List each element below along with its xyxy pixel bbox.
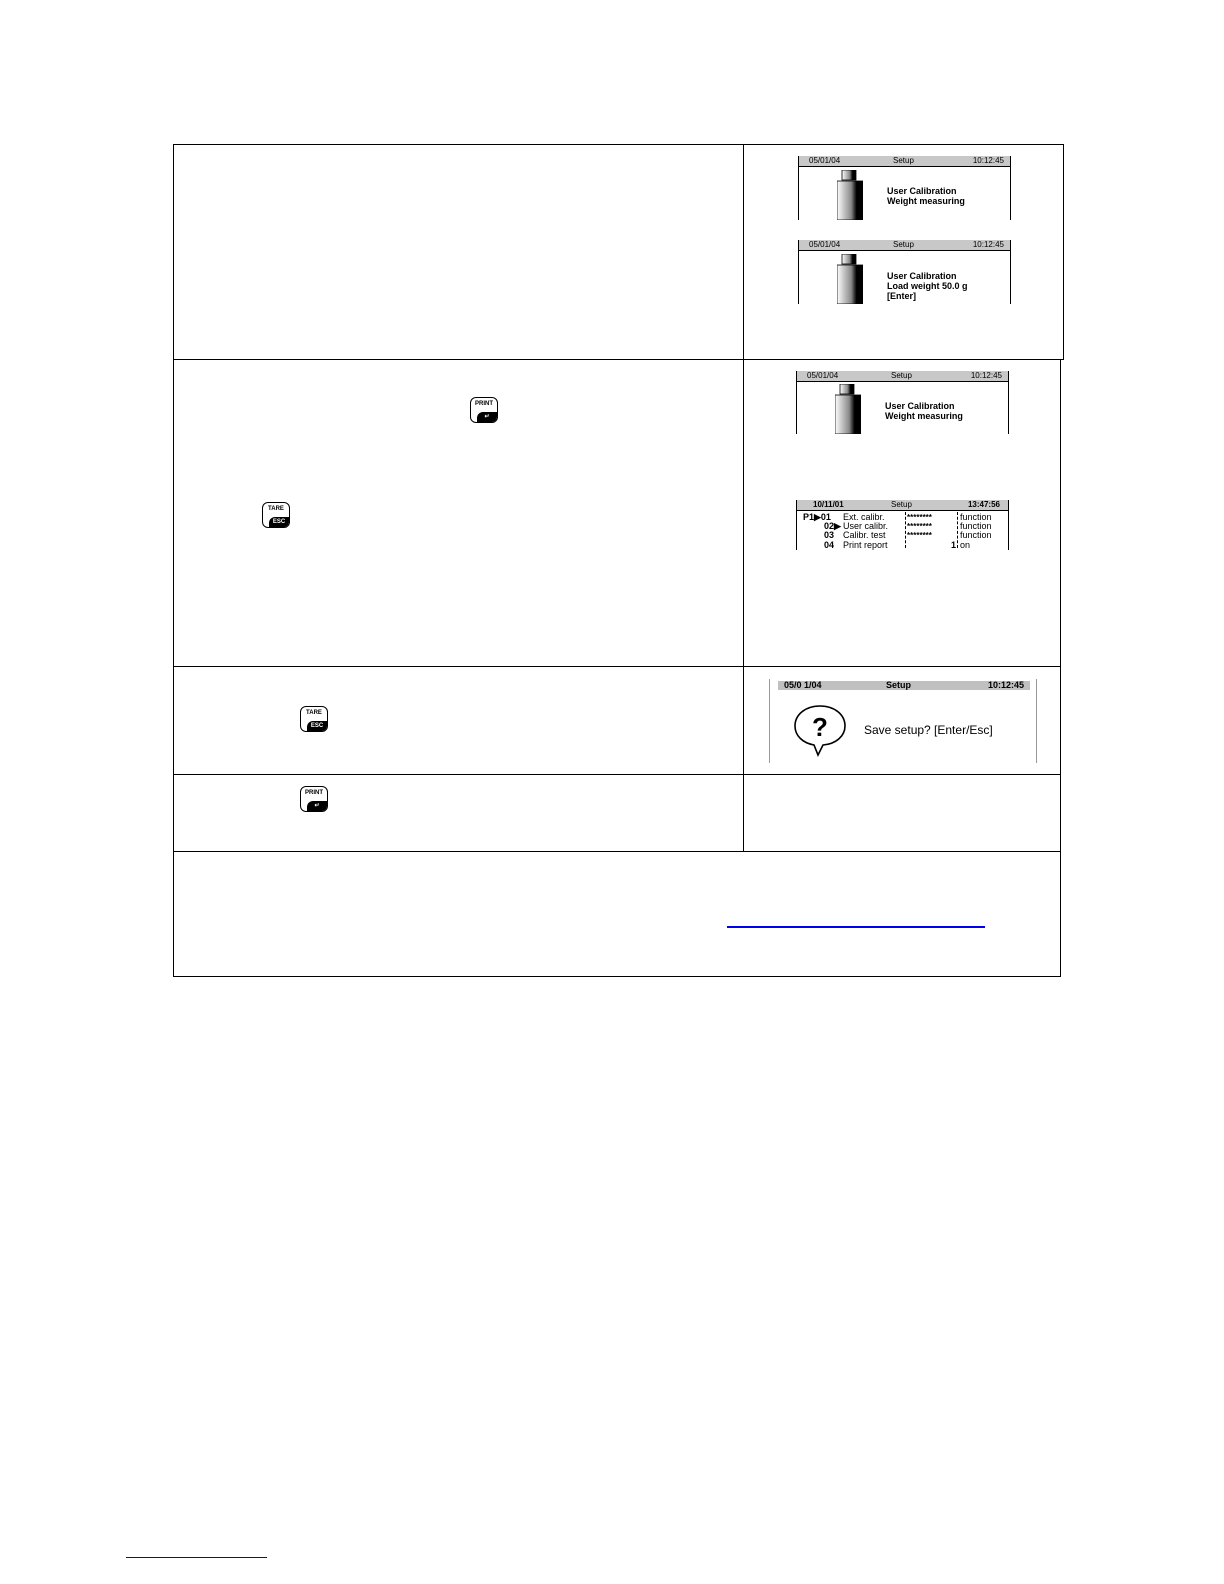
table-right-border-2 — [1060, 359, 1061, 977]
menu-row-type: function — [960, 530, 992, 540]
footnote-rule — [126, 1557, 267, 1558]
lcd-screen-user-calibration-2 — [796, 371, 1009, 434]
menu-row-value: 1 — [951, 540, 957, 550]
lcd-mode: Setup — [891, 371, 912, 380]
esc-key-label-2: ESC — [307, 721, 327, 731]
menu-row-type: on — [960, 540, 971, 550]
menu-row-value: ******** — [907, 531, 932, 540]
lcd-date: 05/01/04 — [807, 371, 839, 380]
enter-arrow-label: ↵ — [477, 412, 497, 422]
row-divider-2 — [173, 666, 1061, 667]
print-key-icon-2 — [300, 786, 328, 812]
link-underline[interactable] — [727, 926, 985, 928]
lcd-time: 13:47:56 — [967, 500, 1000, 509]
lcd-line-2: Weight measuring — [887, 196, 965, 206]
lcd-date: 05/01/04 — [809, 240, 841, 249]
tare-key-label-2: TARE — [306, 710, 322, 716]
menu-row-name: Calibr. test — [843, 530, 886, 540]
lcd-line-1: User Calibration — [887, 186, 957, 196]
enter-arrow-label-2: ↵ — [307, 801, 327, 811]
menu-row-number: 03 — [824, 530, 835, 540]
menu-column-separator — [905, 512, 907, 548]
menu-row-name: Print report — [843, 540, 888, 550]
lcd-time: 10:12:45 — [987, 680, 1024, 690]
weight-icon — [835, 384, 861, 434]
print-key-label-2: PRINT — [305, 790, 323, 796]
row-divider-1 — [173, 359, 1064, 360]
esc-key-label: ESC — [269, 517, 289, 527]
tare-key-icon-2 — [300, 706, 328, 732]
lcd-mode: Setup — [886, 680, 912, 690]
lcd-screen-save-setup — [769, 679, 1037, 763]
weight-icon — [837, 254, 863, 304]
lcd-screen-user-calibration-1 — [798, 156, 1011, 220]
lcd-header — [799, 156, 1010, 167]
lcd-date: 05/0 1/04 — [784, 680, 822, 690]
row-divider-4 — [173, 851, 1061, 852]
print-key-icon — [470, 397, 498, 423]
lcd-line-2: Weight measuring — [885, 411, 963, 421]
lcd-header — [797, 371, 1008, 382]
table-top-border — [173, 144, 1064, 145]
lcd-time: 10:12:45 — [972, 156, 1004, 165]
tare-key-label: TARE — [268, 506, 284, 512]
lcd-screen-calibration-menu — [796, 500, 1009, 550]
menu-row-value: ******** — [907, 513, 932, 522]
table-left-border — [173, 144, 174, 977]
lcd-line-3: [Enter] — [887, 291, 916, 301]
column-divider — [743, 144, 744, 851]
table-right-border-1 — [1063, 144, 1064, 359]
lcd-header — [797, 500, 1008, 511]
lcd-line-2: Load weight 50.0 g — [887, 281, 968, 291]
menu-row-value: ******** — [907, 522, 932, 531]
lcd-mode: Setup — [893, 156, 914, 165]
menu-row-type: function — [960, 521, 992, 531]
menu-row-number: P1▶01 — [803, 512, 831, 522]
lcd-mode: Setup — [891, 500, 912, 509]
menu-row-name: Ext. calibr. — [843, 512, 885, 522]
lcd-screen-load-weight — [798, 240, 1011, 304]
menu-row-number: 02▶ — [824, 521, 841, 531]
table-bottom-border — [173, 976, 1061, 977]
menu-row-type: function — [960, 512, 992, 522]
lcd-line-1: User Calibration — [887, 271, 957, 281]
weight-icon — [837, 170, 863, 220]
menu-column-separator — [957, 512, 959, 548]
lcd-header — [778, 681, 1030, 690]
lcd-date: 05/01/04 — [809, 156, 841, 165]
lcd-line-1: User Calibration — [885, 401, 955, 411]
save-setup-prompt: Save setup? [Enter/Esc] — [864, 723, 993, 737]
menu-row-name: User calibr. — [843, 521, 889, 531]
lcd-header — [799, 240, 1010, 251]
print-key-label: PRINT — [475, 401, 493, 407]
menu-row-number: 04 — [824, 540, 835, 550]
tare-key-icon — [262, 502, 290, 528]
lcd-time: 10:12:45 — [972, 240, 1004, 249]
svg-text:?: ? — [812, 712, 828, 742]
lcd-date: 10/11/01 — [813, 500, 844, 509]
question-bubble-icon — [792, 703, 848, 757]
lcd-mode: Setup — [893, 240, 914, 249]
lcd-time: 10:12:45 — [970, 371, 1002, 380]
row-divider-3 — [173, 774, 1061, 775]
